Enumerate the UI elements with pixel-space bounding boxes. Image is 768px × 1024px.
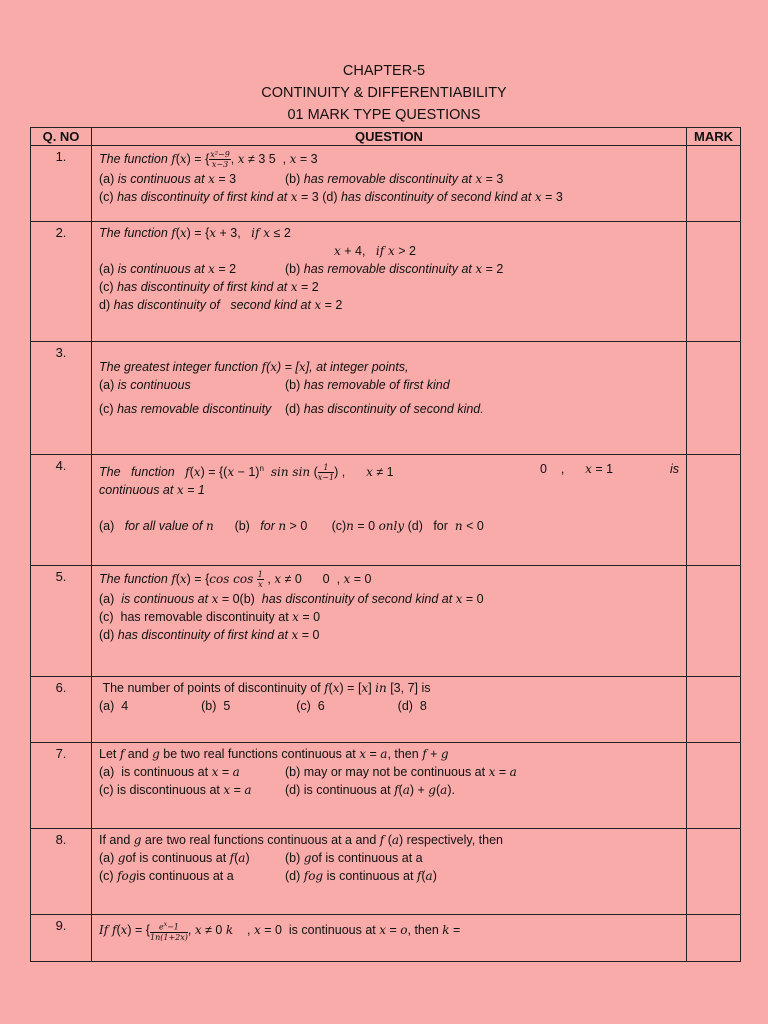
question-text: If and g are two real functions continuous at a and f (a) respectively, then (a) gof is continuous at f(a) (b) gof is continuous at a (c) fogis continuous at a (d) fog is continuous at f(a) bbox=[92, 829, 687, 915]
mark-cell bbox=[687, 566, 741, 677]
question-column-header: QUESTION bbox=[92, 128, 687, 146]
mark-cell bbox=[687, 677, 741, 743]
table-row bbox=[31, 743, 741, 829]
question-text: The function f(x) = {cos cos $\frac{1}{x}$ , x ≠ 0 0 , x = 0 (a) is continuous at x = 0(b) has discontinuity of second kind at x = 0 (c) has removable discontinuity at x = 0 (d) has discontinuity of first kind at x = 0 bbox=[92, 566, 687, 677]
question-number: 4. bbox=[31, 455, 92, 566]
question-number: 2. bbox=[31, 222, 92, 342]
question-number: 1. bbox=[31, 146, 92, 222]
table-header-row bbox=[31, 128, 741, 146]
mark-cell bbox=[687, 146, 741, 222]
question-number: 8. bbox=[31, 829, 92, 915]
table-row bbox=[31, 677, 741, 743]
question-number: 6. bbox=[31, 677, 92, 743]
qno-column-header: Q. NO bbox=[31, 128, 92, 146]
table-row bbox=[31, 915, 741, 962]
document-header bbox=[0, 60, 768, 126]
question-text: The number of points of discontinuity of f(x) = [x] in [3, 7] is (a) 4 (b) 5 (c) 6 (d) 8 bbox=[92, 677, 687, 743]
table-row bbox=[31, 342, 741, 455]
question-number: 9. bbox=[31, 915, 92, 962]
mark-cell bbox=[687, 829, 741, 915]
question-type-heading: 01 MARK TYPE QUESTIONS bbox=[287, 107, 481, 123]
question-number: 3. bbox=[31, 342, 92, 455]
question-text: Let f and g be two real functions continuous at x = a, then f + g (a) is continuous at x = a (b) may or may not be continuous at x = a (c) is discontinuous at x = a (d) is continuous at f(a) + g(a). bbox=[92, 743, 687, 829]
question-number: 5. bbox=[31, 566, 92, 677]
mark-cell bbox=[687, 222, 741, 342]
mark-column-header: MARK bbox=[687, 128, 741, 146]
question-text: The greatest integer function f(x) = [x], at integer points, (a) is continuous (b) has removable of first kind (c) has removable discontinuity (d) has discontinuity of second kind. bbox=[92, 342, 687, 455]
mark-cell bbox=[687, 455, 741, 566]
question-text: The function f(x) = {x + 3, if x ≤ 2 x + 4, if x > 2 (a) is continuous at x = 2 (b) has removable discontinuity at x = 2 (c) has discontinuity of first kind at x = 2 d) has discontinuity of second kind at x = 2 bbox=[92, 222, 687, 342]
question-text: The function $f(x) = \{(x - 1)^n$ sin sin ( $\frac{1}{x-1}$ ) , x ≠ 1 0 , x = 1 is continuous at x = 1 (a) for all value of n (b) for n > 0 (c)n = 0 only (d) for n < 0 bbox=[92, 455, 687, 566]
table-row bbox=[31, 146, 741, 222]
mark-cell bbox=[687, 743, 741, 829]
question-text: If f(x) = { $\frac{e^x-1}{1n(1+2x)}$ , x ≠ 0 k , x = 0 is continuous at x = o, then k = bbox=[92, 915, 687, 962]
mark-cell bbox=[687, 342, 741, 455]
table-row bbox=[31, 829, 741, 915]
chapter-label: CHAPTER-5 bbox=[342, 63, 426, 79]
table-row bbox=[31, 455, 741, 566]
mark-cell bbox=[687, 915, 741, 962]
question-number: 7. bbox=[31, 743, 92, 829]
table-row bbox=[31, 566, 741, 677]
questions-table bbox=[30, 127, 741, 962]
chapter-title: CONTINUITY & DIFFERENTIABILITY bbox=[261, 85, 507, 101]
table-row bbox=[31, 222, 741, 342]
question-text: The function f(x) = { $\frac{\text{x²−9}}{x-3}$ , x ≠ 3 5 , x = 3 (a) is continuous at x = 3 (b) has removable discontinuity at x = 3 (c) has discontinuity of first kind at x = 3 (d) has discontinuity of second kind at x = 3 bbox=[92, 146, 687, 222]
